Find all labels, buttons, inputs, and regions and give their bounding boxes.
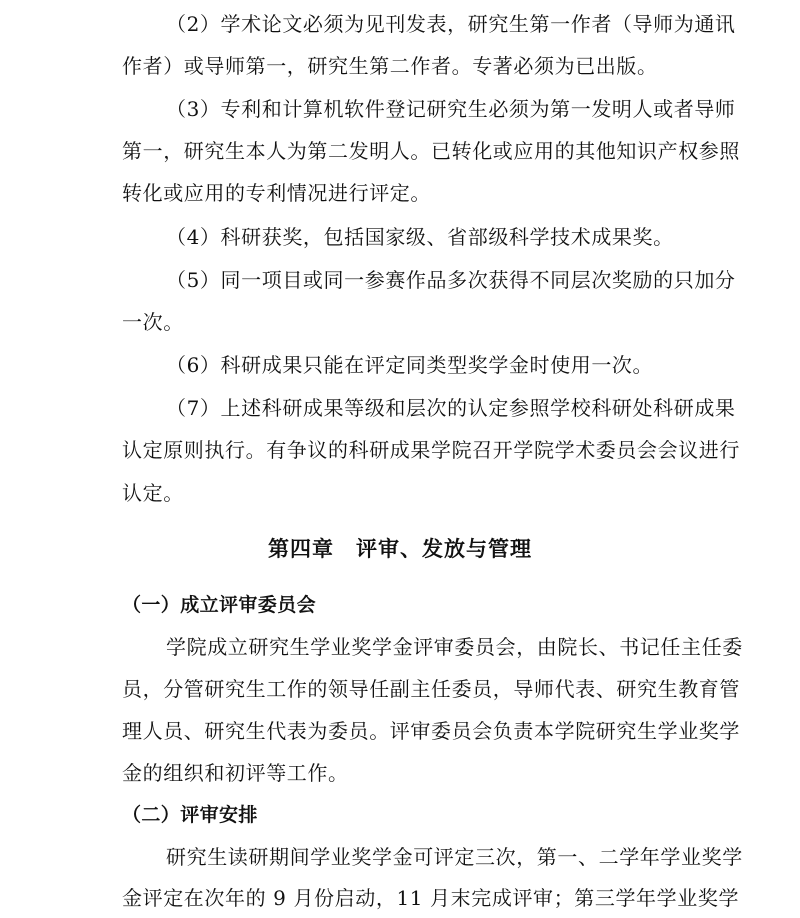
paragraph-7-line-1: （7）上述科研成果等级和层次的认定参照学校科研处科研成果 — [166, 396, 736, 420]
paragraph-5-line-2: 一次。 — [122, 310, 184, 334]
paragraph-2-line-1: （2）学术论文必须为见刊发表，研究生第一作者（导师为通讯 — [166, 12, 736, 36]
section-1-heading: （一）成立评审委员会 — [122, 594, 317, 616]
chapter-heading: 第四章 评审、发放与管理 — [268, 537, 532, 561]
section-2-line-2: 金评定在次年的 9 月份启动，11 月末完成评审；第三学年学业奖学 — [122, 886, 740, 910]
paragraph-7-line-3: 认定。 — [122, 481, 184, 505]
paragraph-3-line-1: （3）专利和计算机软件登记研究生必须为第一发明人或者导师 — [166, 97, 736, 121]
paragraph-5-line-1: （5）同一项目或同一参赛作品多次获得不同层次奖励的只加分 — [166, 268, 736, 292]
section-1-line-3: 理人员、研究生代表为委员。评审委员会负责本学院研究生学业奖学 — [122, 719, 740, 743]
paragraph-3-line-2: 第一，研究生本人为第二发明人。已转化或应用的其他知识产权参照 — [122, 139, 740, 163]
paragraph-6-line-1: （6）科研成果只能在评定同类型奖学金时使用一次。 — [166, 353, 654, 377]
section-2-heading: （二）评审安排 — [122, 804, 258, 826]
paragraph-2-line-2: 作者）或导师第一，研究生第二作者。专著必须为已出版。 — [122, 54, 658, 78]
paragraph-3-line-3: 转化或应用的专利情况进行评定。 — [122, 181, 431, 205]
paragraph-7-line-2: 认定原则执行。有争议的科研成果学院召开学院学术委员会会议进行 — [122, 438, 740, 462]
section-1-line-4: 金的组织和初评等工作。 — [122, 761, 349, 785]
section-1-line-2: 员，分管研究生工作的领导任副主任委员，导师代表、研究生教育管 — [122, 677, 740, 701]
section-2-line-1: 研究生读研期间学业奖学金可评定三次，第一、二学年学业奖学 — [166, 845, 743, 869]
paragraph-4-line-1: （4）科研获奖，包括国家级、省部级科学技术成果奖。 — [166, 225, 674, 249]
section-1-line-1: 学院成立研究生学业奖学金评审委员会，由院长、书记任主任委 — [166, 635, 743, 659]
